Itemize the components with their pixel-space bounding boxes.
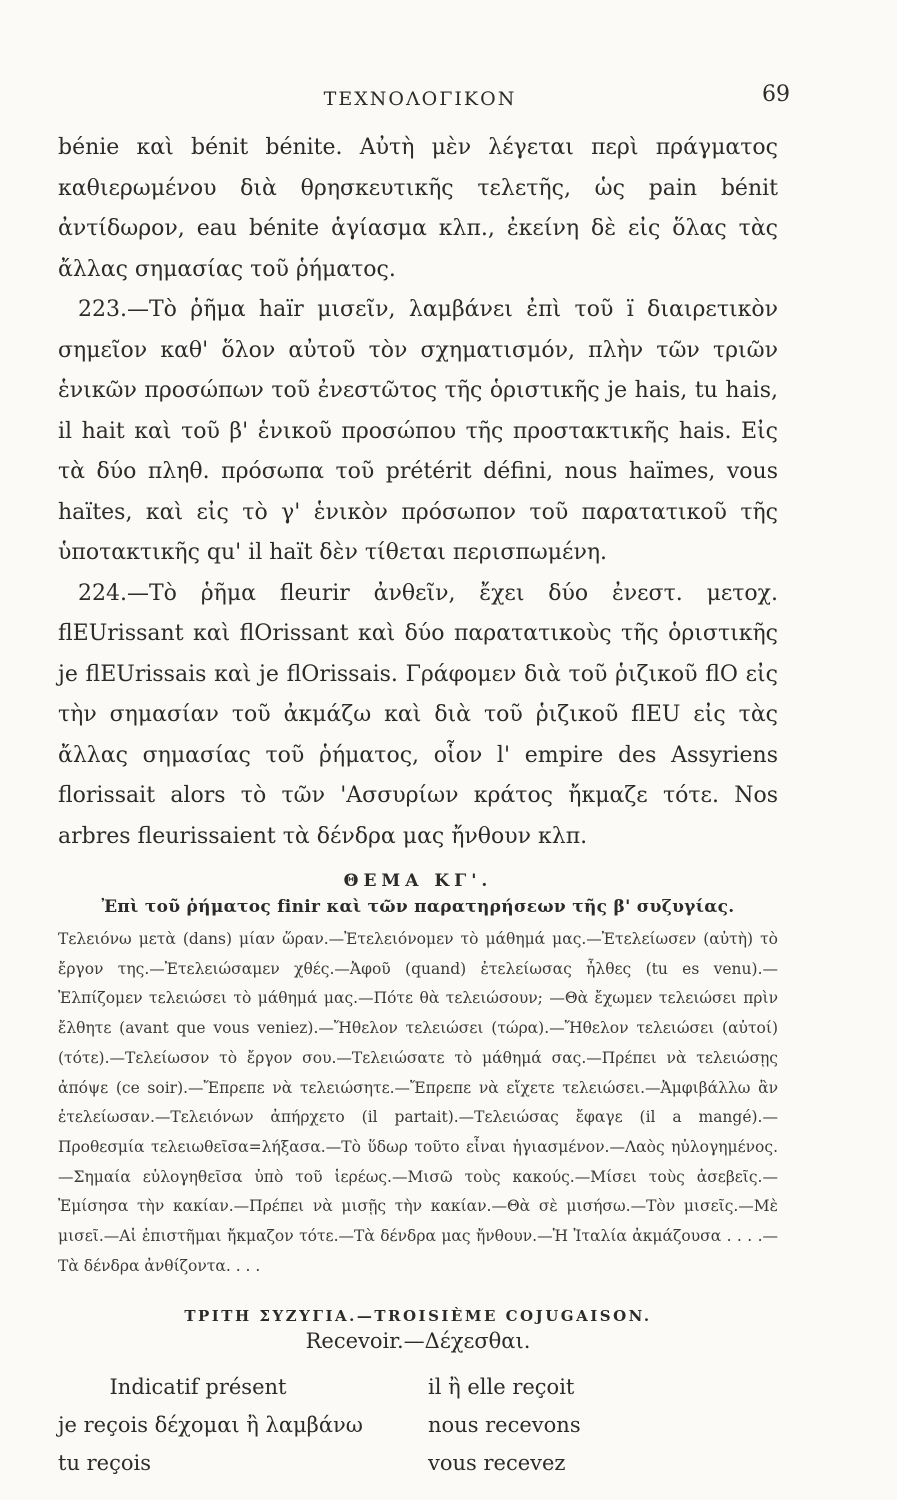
paragraph-223: 223.—Τὸ ῥῆμα haïr μισεῖν, λαμβάνει ἐπὶ τοῦ ï διαιρετικὸν σημεῖον καθ' ὅλον αὐτοῦ τὸν σχηματισμόν, πλὴν τῶν τριῶν ἑνικῶν προσώπων τοῦ ἐνεστῶτος τῆς ὁριστικῆς je hais, tu hais, il hait καὶ τοῦ β' ἑνικοῦ προσώπου τῆς προστακτικῆς hais. Εἰς τὰ δύο πληθ. πρόσωπα τοῦ prétérit défini, nous haïmes, vous haïtes, καὶ εἰς τὸ γ' ἑνικὸν πρόσωπον τοῦ παρατατικοῦ τῆς ὑποτακτικῆς qu' il haït δὲν τίθεται περισπωμένη.: [58, 297, 778, 565]
paragraph-224: 224.—Τὸ ῥῆμα fleurir ἀνθεῖν, ἔχει δύο ἐνεστ. μετοχ. flEUrissant καὶ flOrissant καὶ δύο παρατατικοὺς τῆς ὁριστικῆς je flEUrissais καὶ je flOrissais. Γράφομεν διὰ τοῦ ῥιζικοῦ flO εἰς τὴν σημασίαν τοῦ ἀκμάζω καὶ διὰ τοῦ ῥιζικοῦ flEU εἰς τὰς ἄλλας σημασίας τοῦ ῥήματος, οἷον l' empire des Assyriens florissait alors τὸ τῶν 'Ασσυρίων κράτος ἤκμαζε τότε. Nos arbres fleurissaient τὰ δένδρα μας ἤνθουν κλπ.: [58, 580, 778, 849]
conjugation-table: [58, 1371, 778, 1479]
conj-left-1: je reçois δέχομαι ἢ λαμβάνω: [58, 1413, 363, 1438]
conj-left-0: Indicatif présent: [109, 1375, 287, 1400]
conj-right-2: vous recevez: [428, 1451, 566, 1476]
conj-left-2: tu reçois: [58, 1451, 152, 1476]
paragraph-continuation: bénie καὶ bénit bénite. Αὐτὴ μὲν λέγεται περὶ πράγματος καθιερωμένου διὰ θρησκευτικῆς τελετῆς, ὡς pain bénit ἀντίδωρον, eau bénite ἁγίασμα κλπ., ἐκείνη δὲ εἰς ὅλας τὰς ἄλλας σημασίας τοῦ ῥήματος.: [58, 135, 778, 282]
conjugation-title: ΤΡΙΤΗ ΣΥΖΥΓΙΑ.—TROISIÈME COJUGAISON.: [184, 1307, 652, 1326]
page-body: [58, 128, 778, 1479]
conj-right-1: nous recevons: [428, 1413, 581, 1438]
conj-right-0: il ἢ elle reçoit: [428, 1375, 575, 1400]
page-number: 69: [762, 82, 790, 107]
running-title: ΤΕΧΝΟΛΟΓΙΚΟΝ: [323, 88, 517, 110]
verb-title: Recevoir.—Δέχεσθαι.: [305, 1329, 531, 1354]
theme-subtitle: Ἐπὶ τοῦ ῥήματος finir καὶ τῶν παρατηρήσεων τῆς β' συζυγίας.: [101, 897, 735, 917]
theme-exercise: Τελειόνω μετὰ (dans) μίαν ὥραν.—Ἐτελειόνομεν τὸ μάθημά μας.—Ἐτελείωσεν (αὐτὴ) τὸ ἔργον της.—Ἐτελειώσαμεν χθές.—Ἀφοῦ (quand) ἐτελείωσας ἦλθες (tu es venu).—Ἐλπίζομεν τελειώσει τὸ μάθημά μας.—Πότε θὰ τελειώσουν; —Θὰ ἔχωμεν τελειώσει πρὶν ἔλθητε (avant que vous veniez).—Ἤθελον τελειώσει (τώρα).—Ἤθελον τελειώσει (αὐτοί) (τότε).—Τελείωσον τὸ ἔργον σου.—Τελειώσατε τὸ μάθημά σας.—Πρέπει νὰ τελειώσῃς ἀπόψε (ce soir).—Ἔπρεπε νὰ τελειώσητε.—Ἔπρεπε νὰ εἴχετε τελειώσει.—Ἀμφιβάλλω ἂν ἐτελείωσαν.—Τελειόνων ἀπήρχετο (il partait).—Τελειώσας ἔφαγε (il a mangé).—Προθεσμία τελειωθεῖσα=λήξασα.—Τὸ ὕδωρ τοῦτο εἶναι ἡγιασμένον.—Λαὸς ηὐλογημένος.—Σημαία εὐλογηθεῖσα ὑπὸ τοῦ ἱερέως.—Μισῶ τοὺς κακούς.—Μίσει τοὺς ἀσεβεῖς.—Ἐμίσησα τὴν κακίαν.—Πρέπει νὰ μισῇς τὴν κακίαν.—Θὰ σὲ μισήσω.—Τὸν μισεῖς.—Μὲ μισεῖ.—Αἱ ἐπιστῆμαι ἤκμαζον τότε.—Τὰ δένδρα μας ἤνθουν.—Ἡ Ἰταλία ἀκμάζουσα . . . .—Τὰ δένδρα ἀνθίζοντα. . . .: [58, 930, 778, 1275]
page-header: [60, 82, 790, 118]
theme-title: ΘΕΜΑ ΚΓ'.: [343, 871, 493, 891]
